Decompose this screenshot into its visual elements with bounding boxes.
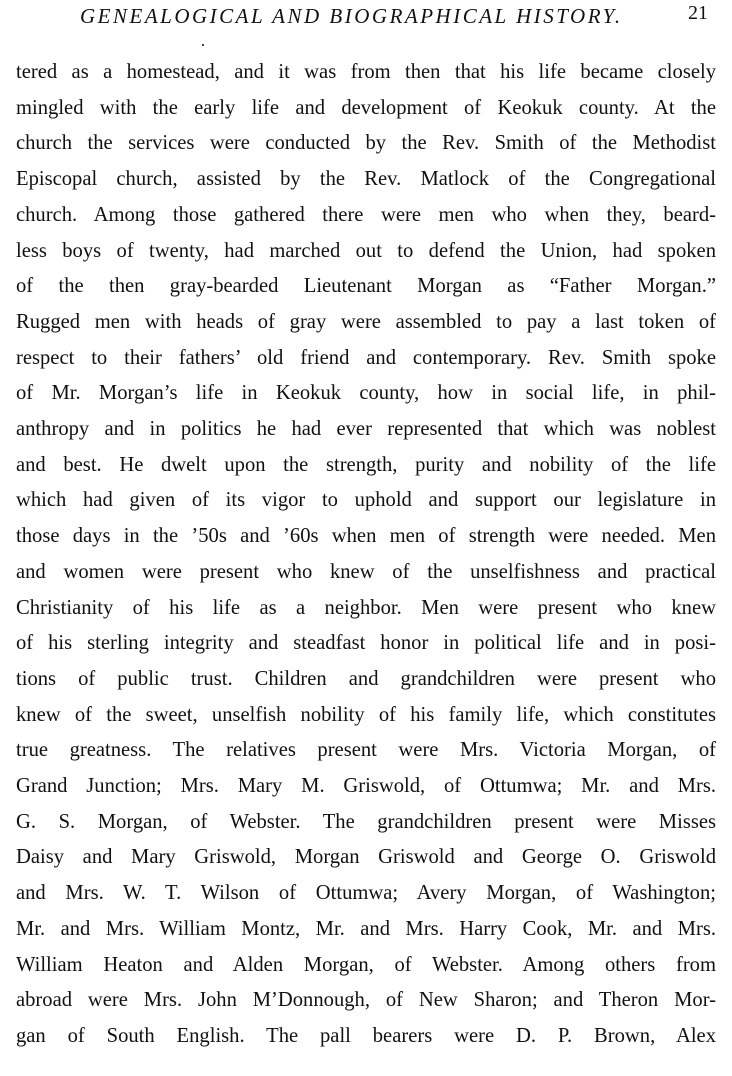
text-line: William Heaton and Alden Morgan, of Webster. Among others from: [16, 953, 716, 976]
text-line: and Mrs. W. T. Wilson of Ottumwa; Avery Morgan, of Washington;: [16, 882, 716, 905]
text-line: of Mr. Morgan’s life in Keokuk county, how in social life, in phil-: [16, 382, 716, 405]
text-line: church the services were conducted by the Rev. Smith of the Methodist: [16, 132, 716, 155]
text-line: tions of public trust. Children and grandchildren were present who: [16, 667, 716, 690]
text-line: G. S. Morgan, of Webster. The grandchildren present were Misses: [16, 810, 716, 833]
text-line: gan of South English. The pall bearers were D. P. Brown, Alex: [16, 1024, 716, 1047]
running-header: [0, 0, 732, 40]
text-line: Daisy and Mary Griswold, Morgan Griswold and George O. Griswold: [16, 846, 716, 869]
text-line: Christianity of his life as a neighbor. Men were present who knew: [16, 596, 716, 619]
text-line: of his sterling integrity and steadfast honor in political life and in posi-: [16, 632, 716, 655]
text-line: less boys of twenty, had marched out to defend the Union, had spoken: [16, 239, 716, 262]
text-line: tered as a homestead, and it was from then that his life became closely: [16, 61, 716, 83]
text-line: Grand Junction; Mrs. Mary M. Griswold, of Ottumwa; Mr. and Mrs.: [16, 775, 716, 797]
print-speck: [202, 44, 204, 46]
text-line: abroad were Mrs. John M’Donnough, of New Sharon; and Theron Mor-: [16, 989, 716, 1012]
text-line: Rugged men with heads of gray were assembled to pay a last token of: [16, 310, 716, 333]
text-line: Episcopal church, assisted by the Rev. Matlock of the Congregational: [16, 168, 716, 191]
text-line: and best. He dwelt upon the strength, purity and nobility of the life: [16, 453, 716, 476]
text-line: which had given of its vigor to uphold and support our legislature in: [16, 489, 716, 512]
text-line: true greatness. The relatives present were Mrs. Victoria Morgan, of: [16, 739, 716, 762]
text-line: respect to their fathers’ old friend and contemporary. Rev. Smith spoke: [16, 346, 716, 369]
text-line: those days in the ’50s and ’60s when men of strength were needed. Men: [16, 525, 716, 548]
text-line: Mr. and Mrs. William Montz, Mr. and Mrs. Harry Cook, Mr. and Mrs.: [16, 917, 716, 940]
text-line: knew of the sweet, unselfish nobility of his family life, which constitutes: [16, 703, 716, 726]
header-title: GENEALOGICAL AND BIOGRAPHICAL HISTORY.: [80, 4, 623, 28]
text-line: mingled with the early life and development of Keokuk county. At the: [16, 96, 716, 119]
page-number: 21: [688, 2, 708, 24]
text-line: anthropy and in politics he had ever represented that which was noblest: [16, 418, 716, 440]
text-line: of the then gray-bearded Lieutenant Morgan as “Father Morgan.”: [16, 275, 716, 298]
text-line: church. Among those gathered there were men who when they, beard-: [16, 203, 716, 226]
text-line: and women were present who knew of the unselfishness and practical: [16, 560, 716, 583]
